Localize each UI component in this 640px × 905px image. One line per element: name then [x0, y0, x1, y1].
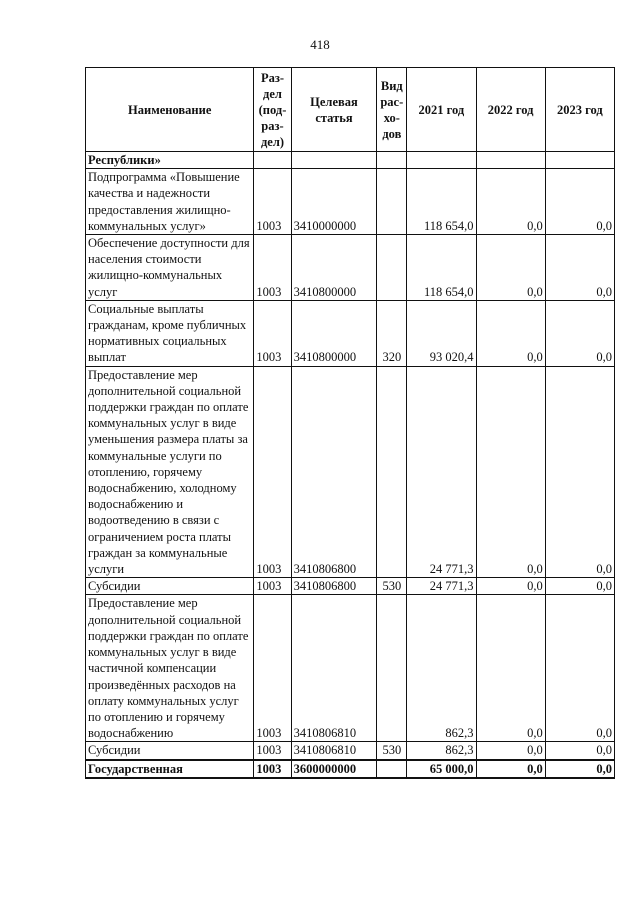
cell-kind: [377, 366, 407, 578]
cell-section: 1003: [254, 169, 291, 235]
cell-kind: [377, 152, 407, 169]
header-2022: 2022 год: [476, 68, 545, 152]
cell-article: 3410806800: [291, 366, 377, 578]
table-row: [86, 235, 615, 301]
table-row: [86, 152, 615, 169]
cell-y2022: 0,0: [476, 578, 545, 595]
cell-y2021: 24 771,3: [407, 578, 476, 595]
cell-y2021: 93 020,4: [407, 300, 476, 366]
header-section: Раз- дел (под- раз- дел): [254, 68, 291, 152]
cell-y2023: 0,0: [545, 169, 614, 235]
cell-article: 3410000000: [291, 169, 377, 235]
header-2023: 2023 год: [545, 68, 614, 152]
cell-kind: 530: [377, 742, 407, 760]
cell-y2023: 0,0: [545, 366, 614, 578]
cell-article: 3410806810: [291, 742, 377, 760]
table-row: [86, 595, 615, 742]
cell-y2023: 0,0: [545, 300, 614, 366]
cell-y2021: 24 771,3: [407, 366, 476, 578]
cell-kind: [377, 760, 407, 778]
table-row: [86, 300, 615, 366]
cell-y2023: 0,0: [545, 760, 614, 778]
cell-y2022: 0,0: [476, 366, 545, 578]
cell-y2021: 118 654,0: [407, 235, 476, 301]
cell-article: 3410800000: [291, 300, 377, 366]
cell-y2022: 0,0: [476, 235, 545, 301]
cell-name: Республики»: [86, 152, 254, 169]
cell-y2022: 0,0: [476, 760, 545, 778]
cell-y2021: 65 000,0: [407, 760, 476, 778]
header-article: Целевая статья: [291, 68, 377, 152]
cell-kind: [377, 235, 407, 301]
cell-kind: [377, 169, 407, 235]
cell-y2022: 0,0: [476, 595, 545, 742]
cell-name: Социальные выплаты гражданам, кроме публичных нормативных социальных выплат: [86, 300, 254, 366]
cell-kind: 320: [377, 300, 407, 366]
cell-section: 1003: [254, 595, 291, 742]
table-row: [86, 578, 615, 595]
header-kind: Вид рас- хо- дов: [377, 68, 407, 152]
table-row: [86, 366, 615, 578]
cell-name: Обеспечение доступности для населения стоимости жилищно-коммунальных услуг: [86, 235, 254, 301]
page-number: 418: [310, 37, 330, 52]
table-header-row: [86, 68, 615, 152]
cell-section: 1003: [254, 578, 291, 595]
cell-y2023: [545, 152, 614, 169]
header-2021: 2021 год: [407, 68, 476, 152]
cell-article: 3410800000: [291, 235, 377, 301]
cell-section: 1003: [254, 235, 291, 301]
cell-article: 3410806800: [291, 578, 377, 595]
cell-kind: 530: [377, 578, 407, 595]
table-body: [86, 152, 615, 778]
table-row: [86, 760, 615, 778]
cell-y2022: [476, 152, 545, 169]
cell-kind: [377, 595, 407, 742]
cell-section: 1003: [254, 366, 291, 578]
cell-name: Подпрограмма «Повышение качества и надежности предоставления жилищно-коммунальных услуг»: [86, 169, 254, 235]
table-row: [86, 169, 615, 235]
cell-name: Предоставление мер дополнительной социальной поддержки граждан по оплате коммунальных услуг в виде частичной компенсации произведённых расходов на оплату коммунальных услуг по отоплению и горячему водоснабжению: [86, 595, 254, 742]
cell-y2023: 0,0: [545, 235, 614, 301]
cell-y2021: [407, 152, 476, 169]
cell-y2023: 0,0: [545, 595, 614, 742]
cell-y2021: 862,3: [407, 742, 476, 760]
cell-name: Субсидии: [86, 742, 254, 760]
cell-y2021: 118 654,0: [407, 169, 476, 235]
cell-section: 1003: [254, 300, 291, 366]
cell-y2022: 0,0: [476, 300, 545, 366]
header-name: Наименование: [86, 68, 254, 152]
cell-section: 1003: [254, 760, 291, 778]
cell-y2022: 0,0: [476, 169, 545, 235]
budget-table: [85, 67, 615, 779]
cell-section: [254, 152, 291, 169]
cell-name: Субсидии: [86, 578, 254, 595]
cell-article: [291, 152, 377, 169]
table-row: [86, 742, 615, 760]
cell-y2022: 0,0: [476, 742, 545, 760]
cell-name: Предоставление мер дополнительной социальной поддержки граждан по оплате коммунальных услуг в виде уменьшения размера платы за коммунальные услуги по отоплению, горячему водоснабжению, холодному водоснабжению и водоотведению в связи с ограничением роста платы граждан за коммунальные услуги: [86, 366, 254, 578]
cell-section: 1003: [254, 742, 291, 760]
cell-article: 3600000000: [291, 760, 377, 778]
cell-y2021: 862,3: [407, 595, 476, 742]
cell-y2023: 0,0: [545, 578, 614, 595]
cell-name: Государственная: [86, 760, 254, 778]
cell-y2023: 0,0: [545, 742, 614, 760]
cell-article: 3410806810: [291, 595, 377, 742]
